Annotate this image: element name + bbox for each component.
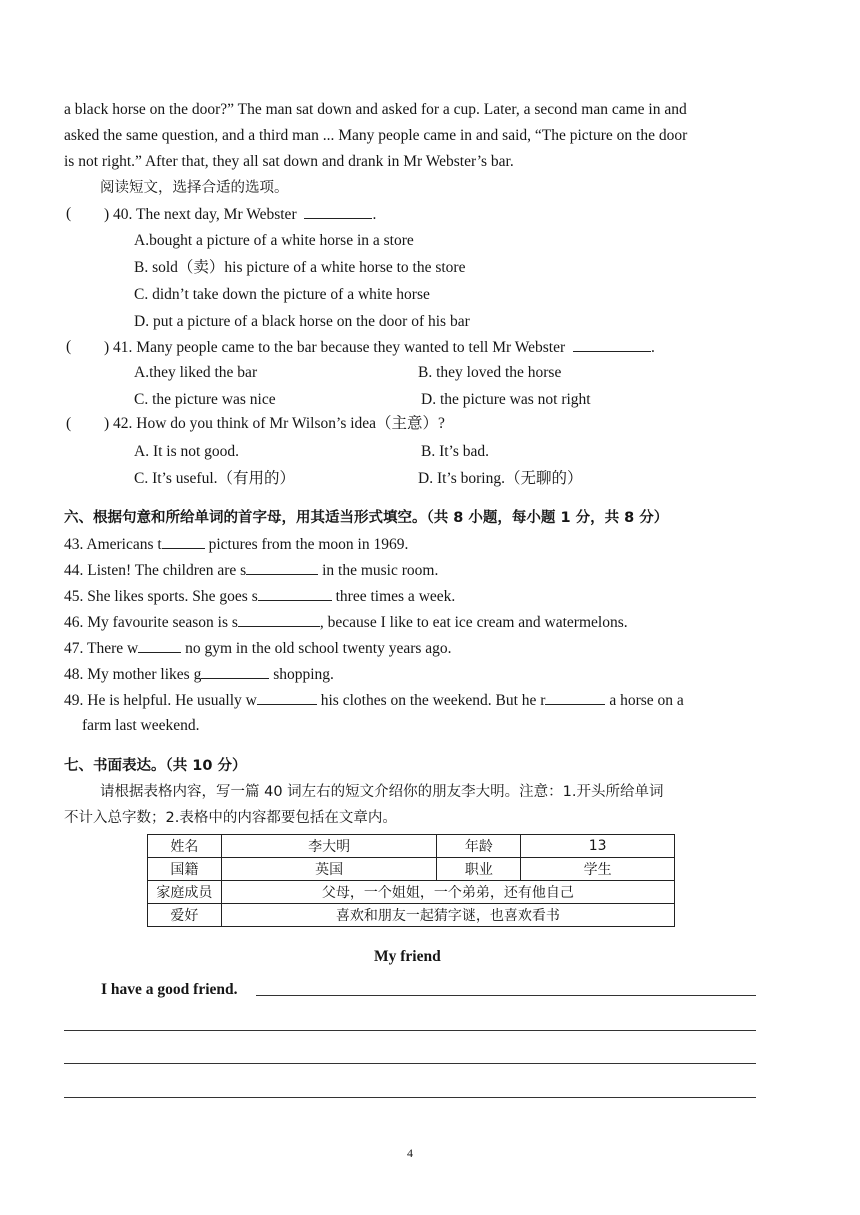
- question-45: 45. She likes sports. She goes s three times a week.: [64, 588, 456, 605]
- question-47: 47. There w no gym in the old school twenty years ago.: [64, 640, 452, 657]
- essay-title: My friend: [374, 948, 441, 965]
- answer-paren[interactable]: (: [66, 205, 72, 222]
- table-row: [148, 904, 675, 927]
- table-row: [148, 858, 675, 881]
- option-d[interactable]: D. It’s boring.（无聊的）: [418, 470, 583, 487]
- table-cell: 喜欢和朋友一起猜字谜，也喜欢看书: [221, 904, 674, 927]
- table-cell: 13: [521, 835, 675, 858]
- writing-instruction-2: 不计入总字数；2.表格中的内容都要包括在文章内。: [64, 810, 397, 826]
- question-41-stem: ) 41. Many people came to the bar because they wanted to tell Mr Webster: [104, 339, 566, 356]
- question-49: 49. He is helpful. He usually w his clothes on the weekend. But he r a horse on a: [64, 692, 684, 709]
- question-49-continuation: farm last weekend.: [82, 717, 200, 734]
- answer-blank[interactable]: [238, 612, 320, 627]
- table-cell: 年龄: [437, 835, 521, 858]
- question-48: 48. My mother likes g shopping.: [64, 666, 334, 683]
- table-row: [148, 835, 675, 858]
- section-7-title: 七、书面表达。（共 10 分）: [64, 758, 247, 774]
- option-c[interactable]: C. didn’t take down the picture of a white horse: [134, 286, 430, 303]
- answer-blank[interactable]: [162, 534, 205, 549]
- writing-instruction-1: 请根据表格内容，写一篇 40 词左右的短文介绍你的朋友李大明。注意：1.开头所给单词: [100, 784, 664, 800]
- section-6-title: 六、根据句意和所给单词的首字母，用其适当形式填空。（共 8 小题，每小题 1 分，共 8 分）: [64, 510, 669, 526]
- essay-start: I have a good friend.: [101, 981, 238, 998]
- answer-blank[interactable]: [573, 337, 651, 352]
- table-cell: 英国: [221, 858, 437, 881]
- answer-paren[interactable]: (: [66, 415, 72, 432]
- option-a[interactable]: A. It is not good.: [134, 443, 240, 460]
- answer-blank[interactable]: [258, 586, 332, 601]
- table-cell: 家庭成员: [148, 881, 222, 904]
- question-46: 46. My favourite season is s , because I like to eat ice cream and watermelons.: [64, 614, 628, 631]
- reading-instruction: 阅读短文，选择合适的选项。: [100, 180, 289, 196]
- answer-blank[interactable]: [246, 560, 318, 575]
- passage-line-2: asked the same question, and a third man ... Many people came in and said, “The picture on the door: [64, 127, 688, 144]
- writing-line[interactable]: [64, 1030, 756, 1031]
- answer-blank[interactable]: [304, 204, 372, 219]
- table-cell: 国籍: [148, 858, 222, 881]
- table-cell: 学生: [521, 858, 675, 881]
- table-cell: 爱好: [148, 904, 222, 927]
- option-d[interactable]: D. put a picture of a black horse on the door of his bar: [134, 313, 470, 330]
- option-d[interactable]: D. the picture was not right: [421, 391, 591, 408]
- question-40-stem: ) 40. The next day, Mr Webster: [104, 206, 297, 223]
- passage-line-3: is not right.” After that, they all sat down and drank in Mr Webster’s bar.: [64, 153, 514, 170]
- option-a[interactable]: A.bought a picture of a white horse in a store: [134, 232, 414, 249]
- writing-line[interactable]: [64, 1097, 756, 1098]
- option-c[interactable]: C. It’s useful.（有用的）: [134, 470, 296, 487]
- option-b[interactable]: B. It’s bad.: [421, 443, 490, 460]
- answer-blank[interactable]: [545, 690, 605, 705]
- table-cell: 姓名: [148, 835, 222, 858]
- option-b[interactable]: B. sold（卖）his picture of a white horse to the store: [134, 259, 466, 276]
- option-c[interactable]: C. the picture was nice: [134, 391, 276, 408]
- option-a[interactable]: A.they liked the bar: [134, 364, 258, 381]
- table-cell: 李大明: [221, 835, 437, 858]
- table-cell: 职业: [437, 858, 521, 881]
- question-44: 44. Listen! The children are s in the music room.: [64, 562, 439, 579]
- writing-line[interactable]: [256, 995, 756, 996]
- table-cell: 父母，一个姐姐，一个弟弟，还有他自己: [221, 881, 674, 904]
- answer-blank[interactable]: [257, 690, 317, 705]
- passage-line-1: a black horse on the door?” The man sat down and asked for a cup. Later, a second man came in and: [64, 101, 687, 118]
- page-number: 4: [407, 1146, 413, 1160]
- profile-table: [147, 834, 675, 927]
- writing-line[interactable]: [64, 1063, 756, 1064]
- question-43: 43. Americans t pictures from the moon in 1969.: [64, 536, 409, 553]
- answer-blank[interactable]: [138, 638, 181, 653]
- table-row: [148, 881, 675, 904]
- option-b[interactable]: B. they loved the horse: [418, 364, 562, 381]
- question-42-stem: ) 42. How do you think of Mr Wilson’s idea（主意）?: [104, 415, 445, 432]
- answer-paren[interactable]: (: [66, 338, 72, 355]
- answer-blank[interactable]: [201, 664, 269, 679]
